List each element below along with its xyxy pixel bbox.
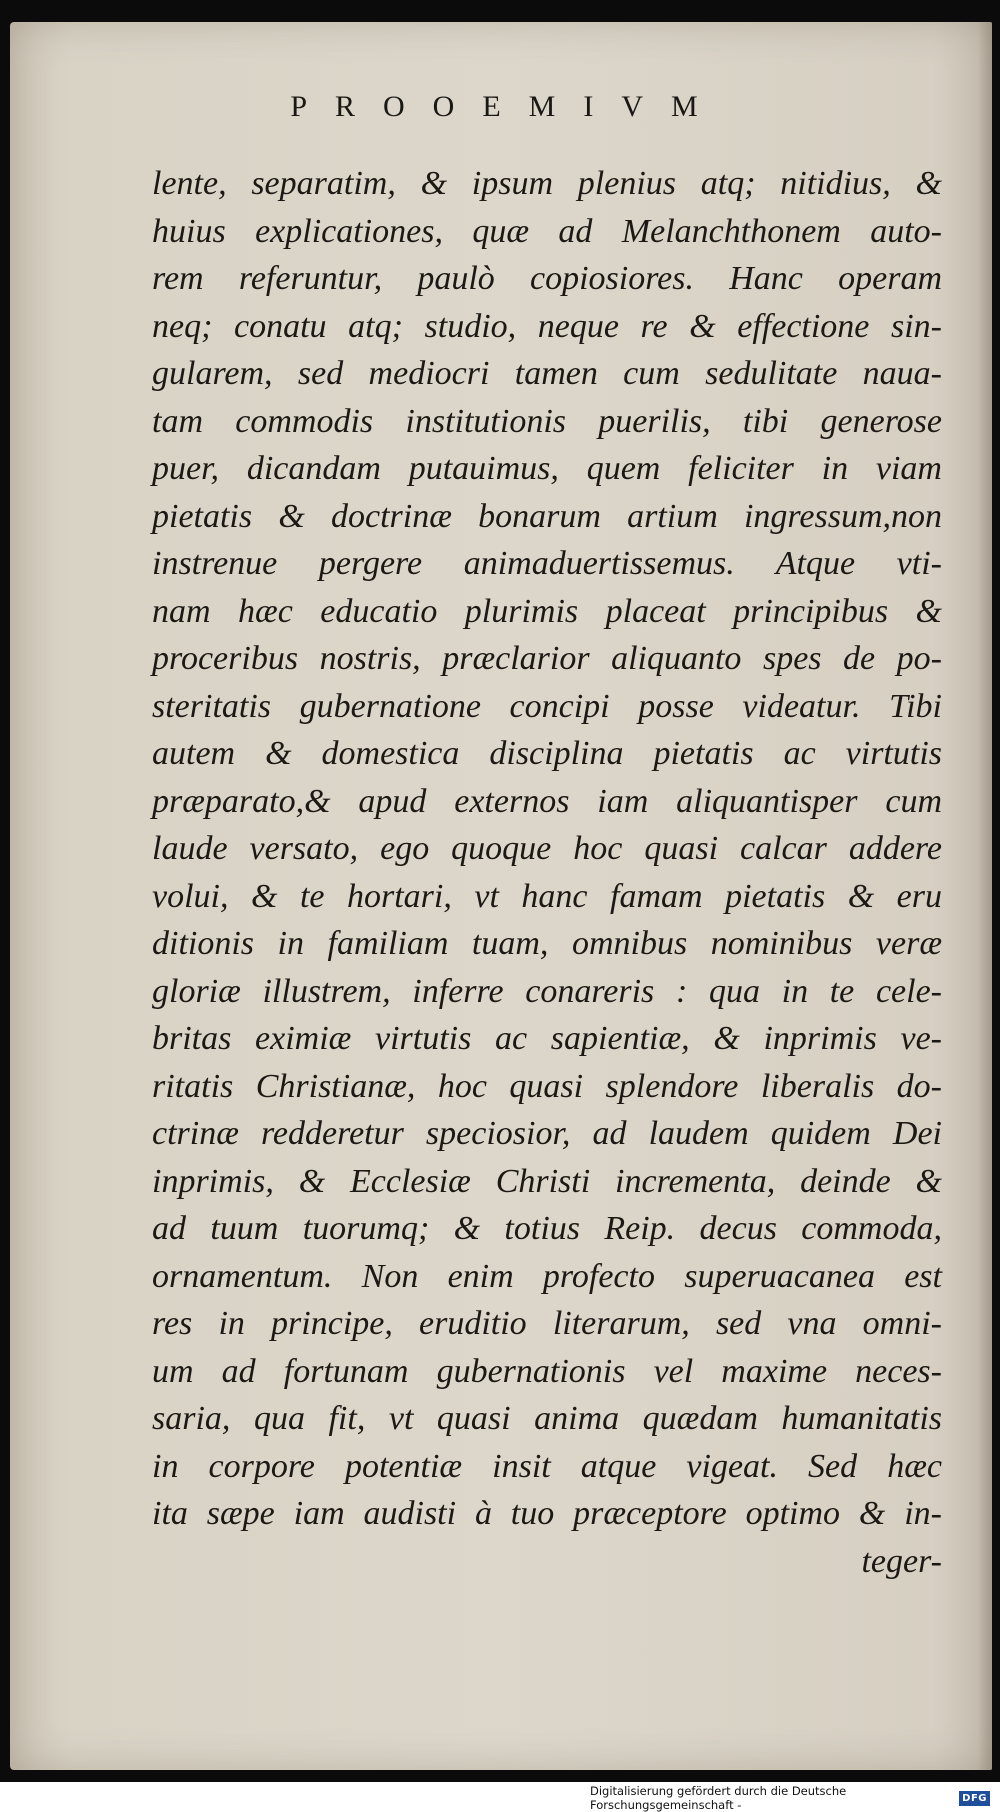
text-line: rem referuntur, paulò copiosiores. Hanc operam: [152, 260, 942, 297]
text-line: ditionis in familiam tuam, omnibus nominibus veræ: [152, 925, 942, 962]
text-line: saria, qua fit, vt quasi anima quædam humanitatis: [152, 1400, 942, 1437]
dfg-logo: DFG: [959, 1791, 990, 1806]
text-line: gloriæ illustrem, inferre conareris : qua in te cele-: [152, 972, 942, 1010]
text-line: pietatis & doctrinæ bonarum artium ingressum,non: [152, 497, 942, 535]
text-line: neq; conatu atq; studio, neque re & effectione sin-: [152, 307, 942, 345]
text-line: ritatis Christianæ, hoc quasi splendore liberalis do-: [152, 1067, 942, 1105]
text-line: res in principe, eruditio literarum, sed vna omni-: [152, 1305, 942, 1342]
credit-text: Digitalisierung gefördert durch die Deutsche Forschungsgemeinschaft -: [590, 1784, 847, 1812]
text-line: præparato,& apud externos iam aliquantisper cum: [152, 782, 942, 820]
running-head: PROOEMIVM: [290, 90, 726, 123]
text-line: steritatis gubernatione concipi posse videatur. Tibi: [152, 687, 942, 725]
text-line: ctrinæ redderetur speciosior, ad laudem quidem Dei: [152, 1115, 942, 1152]
text-line: autem & domestica disciplina pietatis ac virtutis: [152, 735, 942, 772]
digitization-credit: [590, 1784, 990, 1812]
book-page: [10, 22, 992, 1770]
text-line: puer, dicandam putauimus, quem feliciter in viam: [152, 450, 942, 487]
text-line: britas eximiæ virtutis ac sapientiæ, & inprimis ve-: [152, 1020, 942, 1057]
page-text-body: [152, 160, 942, 1585]
text-line: um ad fortunam gubernationis vel maxime neces-: [152, 1352, 942, 1390]
text-line: gularem, sed mediocri tamen cum sedulitate naua-: [152, 355, 942, 392]
catchword: teger-: [861, 1542, 942, 1580]
text-line: tam commodis institutionis puerilis, tibi generose: [152, 402, 942, 440]
text-line: ornamentum. Non enim profecto superuacanea est: [152, 1257, 942, 1295]
text-line: laude versato, ego quoque hoc quasi calcar addere: [152, 830, 942, 867]
text-line: in corpore potentiæ insit atque vigeat. Sed hæc: [152, 1447, 942, 1485]
text-line: ad tuum tuorumq; & totius Reip. decus commoda,: [152, 1210, 942, 1247]
text-line: ita sæpe iam audisti à tuo præceptore optimo & in-: [152, 1495, 942, 1532]
text-line: inprimis, & Ecclesiæ Christi incrementa, deinde &: [152, 1162, 942, 1200]
text-line: proceribus nostris, præclarior aliquanto spes de po-: [152, 640, 942, 677]
text-line: instrenue pergere animaduertissemus. Atque vti-: [152, 545, 942, 582]
text-line: lente, separatim, & ipsum plenius atq; nitidius, &: [152, 165, 942, 202]
page-edge-shadow: [978, 22, 992, 1770]
text-line: nam hæc educatio plurimis placeat principibus &: [152, 592, 942, 630]
text-line: volui, & te hortari, vt hanc famam pietatis & eru: [152, 877, 942, 915]
text-line: huius explicationes, quæ ad Melanchthonem auto-: [152, 212, 942, 250]
